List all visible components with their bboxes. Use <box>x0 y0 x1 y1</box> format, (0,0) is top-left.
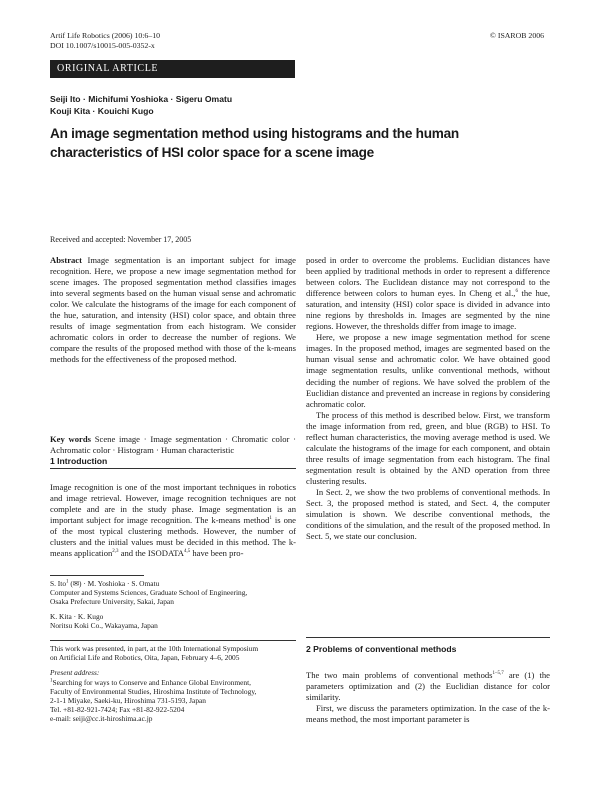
present-address-label: Present address: <box>50 668 100 678</box>
section-2-body <box>306 670 550 725</box>
affiliation-line: Computer and Systems Sciences, Graduate School of Engineering, <box>50 588 248 598</box>
body-paragraph: First, we discuss the parameters optimization. In the case of the k-means method, the most important parameter is <box>306 703 550 725</box>
citation-ref: 6 <box>515 289 518 295</box>
intro-text-d: have been pro- <box>190 548 244 559</box>
footnote-block <box>50 644 300 724</box>
body-paragraph: In Sect. 2, we show the two problems of conventional methods. In Sect. 3, the proposed method is stated, and Sect. 4, the computer simulation is shown. We describe conventional methods, the conditions of the simulation, and the result of the proposed method. In Sect. 5, we state our conclusion. <box>306 486 550 542</box>
address-line: Searching for ways to Conserve and Enhance Global Environment, <box>52 677 251 687</box>
address-line: Tel. +81-82-921-7424; Fax +81-82-922-5204 <box>50 705 185 715</box>
paper-title-line-1: An image segmentation method using histograms and the human <box>50 126 459 141</box>
body-text: posed in order to overcome the problems. Euclidian distances have been applied by traditional methods in order to represent a difference between colors. The Euclidean distance may not correspond to the difference between colors to human eyes. In Cheng et al., <box>306 255 550 299</box>
body-paragraph: The process of this method is described below. First, we transform the image information from red, green, and blue (RGB) to HSI. To reflect human characteristics, the moving average method is used. We calculate the histograms of the image for each component, and obtain three results of image segmentation from each histogram. The final segmentation result is obtained by the AND operation from three clustering results. <box>306 409 550 486</box>
affiliation-mark: 1 <box>50 678 53 684</box>
section-1-body <box>50 482 296 559</box>
affiliation-authors: K. Kita · K. Kugo <box>50 611 104 621</box>
copyright: © ISAROB 2006 <box>490 31 545 40</box>
body-text: are (1) the parameters optimization and (2) the Euclidian distance for color similarity. <box>306 670 550 703</box>
abstract-block <box>50 255 296 365</box>
intro-text-b: is one of the most typical clustering methods. However, the number of clusters and the initial values must be decided in this method. The k-means application <box>50 515 296 559</box>
authors-line-1: Seiji Ito · Michifumi Yoshioka · Sigeru Omatu <box>50 94 233 104</box>
section-1-heading: 1 Introduction <box>50 456 108 466</box>
citation-ref: 2,3 <box>112 549 119 555</box>
article-type-banner <box>50 60 295 78</box>
affiliation-mark: 1 <box>66 579 69 585</box>
doi: DOI 10.1007/s10015-005-0352-x <box>50 41 155 50</box>
affiliation-line: Noritsu Koki Co., Wakayama, Japan <box>50 620 158 630</box>
keywords-label: Key words <box>50 434 91 444</box>
body-text: the hue, saturation, and intensity (HSI) color space is divided in advance into nine regions by thresholds in. Images are segmented by the nine regions. However, the thresholds differ from image to image. <box>306 288 550 332</box>
abstract-text: Image segmentation is an important subject for image recognition. Here, we propose a new image segmentation method for scene images. The proposed segmentation method classifies images into several segments based on the human visual sense and achromatic color. We calculate the histograms of the image for each component of the hue, saturation, and intensity (HSI) color space, and obtain three results of image segmentation from each histogram. We consider achromatic colors in order to decrease the number of regions. We compare the results of the proposed method with those of the k-means methods for the effectiveness of the proposed method. <box>50 255 296 365</box>
paper-title-line-2: characteristics of HSI color space for a scene image <box>50 145 374 160</box>
body-paragraph: Here, we propose a new image segmentation method for scene images. In the proposed method, images are segmented based on the human visual sense and achromatic color. We have obtained good image segmentation results, unlike conventional methods, without deciding the number of regions. We have solved the problem of the Euclidian distance and prevented an increase in regions by considering achromatic color. <box>306 332 550 409</box>
footnote-line: on Artificial Life and Robotics, Oita, Japan, February 4–6, 2005 <box>50 653 240 663</box>
keywords-text: Scene image · Image segmentation · Chromatic color · Achromatic color · Histogram · Human characteristic <box>50 434 296 456</box>
footnote-divider <box>50 640 296 641</box>
abstract-label: Abstract <box>50 255 82 265</box>
authors-line-2: Kouji Kita · Kouichi Kugo <box>50 106 154 116</box>
intro-text-a: Image recognition is one of the most important techniques in robotics and image retrieval. However, image recognition techniques are not complete and are in the study phase. Image segmentation is an important subject for image recognition. The k-means method <box>50 482 296 526</box>
section-divider <box>50 468 296 469</box>
intro-text-c: and the ISODATA <box>118 548 184 559</box>
footnote-divider <box>50 575 144 576</box>
right-column-body <box>306 255 550 542</box>
section-2-heading: 2 Problems of conventional methods <box>306 644 457 654</box>
citation-ref: 1–5,7 <box>492 671 504 677</box>
received-date: Received and accepted: November 17, 2005 <box>50 235 192 244</box>
section-divider <box>306 637 550 638</box>
journal-citation: Artif Life Robotics (2006) 10:6–10 <box>50 31 161 40</box>
citation-ref: 1 <box>269 516 272 522</box>
body-text: The two main problems of conventional methods <box>306 670 493 680</box>
article-type-label: ORIGINAL ARTICLE <box>57 63 159 74</box>
affiliation-line: Osaka Prefecture University, Sakai, Japan <box>50 597 174 607</box>
affiliations-block <box>50 579 300 630</box>
citation-ref: 4,5 <box>183 549 191 555</box>
affiliation-author: S. Ito <box>50 579 67 588</box>
keywords-block <box>50 434 296 456</box>
email-line: e-mail: seiji@cc.it-hiroshima.ac.jp <box>50 714 153 724</box>
address-line: Faculty of Environmental Studies, Hiroshima Institute of Technology, <box>50 686 257 696</box>
address-line: 2-1-1 Miyake, Saeki-ku, Hiroshima 731-5193, Japan <box>50 696 206 706</box>
affiliation-authors: (✉) · M. Yoshioka · S. Omatu <box>68 579 160 588</box>
footnote-line: This work was presented, in part, at the 10th International Symposium <box>50 644 259 653</box>
